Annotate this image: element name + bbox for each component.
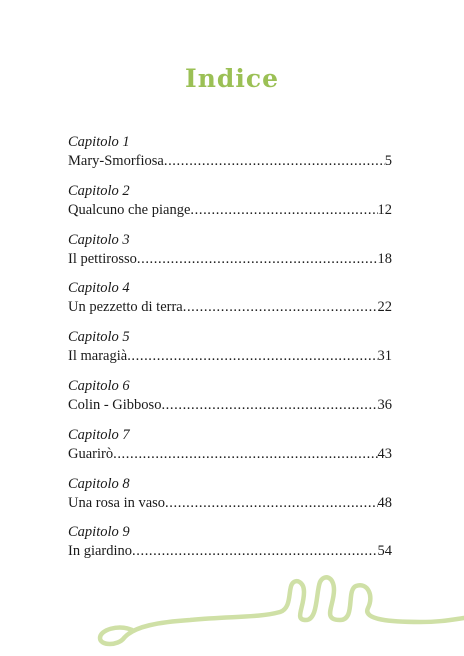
toc-entry-5 [68, 328, 392, 377]
toc-entry-4 [68, 279, 392, 328]
page-number: 31 [377, 348, 392, 365]
toc-entry-1 [68, 133, 392, 182]
toc-entry-6 [68, 377, 392, 426]
chapter-label: Capitolo 1 [68, 134, 130, 150]
chapter-title: Qualcuno che piange [68, 201, 191, 218]
chapter-title: Un pezzetto di terra [68, 299, 183, 316]
dot-leader [165, 494, 377, 513]
chapter-title: Colin - Gibboso [68, 396, 162, 413]
dot-leader [161, 396, 377, 415]
toc-line [68, 494, 392, 513]
page-number: 5 [384, 153, 392, 169]
page-number: 48 [377, 494, 392, 511]
toc-entry-3 [68, 231, 392, 280]
chapter-label: Capitolo 5 [68, 329, 130, 346]
dot-leader [132, 542, 377, 561]
toc-line [68, 396, 392, 415]
toc-line [68, 347, 392, 366]
toc-entry-8 [68, 475, 392, 524]
chapter-label: Capitolo 9 [68, 524, 130, 541]
chapter-label: Capitolo 7 [68, 426, 130, 443]
chapter-title: Il maragià [68, 348, 128, 365]
swirl-stroke [100, 577, 464, 644]
page-number: 18 [377, 250, 392, 267]
toc-line [68, 250, 392, 269]
page-number: 22 [377, 299, 392, 316]
toc-line [68, 201, 392, 220]
page-title: Indice [185, 64, 279, 93]
chapter-title: Guarirò [68, 445, 114, 462]
toc-line [68, 445, 392, 464]
toc-line [68, 152, 392, 171]
dot-leader [137, 250, 378, 269]
dot-leader [127, 347, 377, 366]
dot-leader [190, 201, 377, 220]
toc-line [68, 542, 392, 561]
page-number: 12 [377, 201, 392, 218]
chapter-label: Capitolo 8 [68, 475, 130, 492]
swirl-ornament [0, 560, 464, 656]
toc-entry-2 [68, 182, 392, 231]
page-number: 54 [377, 543, 392, 560]
page-number: 43 [377, 445, 392, 462]
chapter-label: Capitolo 3 [68, 231, 130, 248]
toc-line [68, 298, 392, 317]
chapter-title: Il pettirosso [68, 250, 137, 267]
chapter-label: Capitolo 4 [68, 280, 130, 297]
chapter-title: Una rosa in vaso [68, 494, 166, 511]
chapter-label: Capitolo 2 [68, 182, 130, 199]
page-number: 36 [377, 396, 392, 413]
dot-leader [113, 445, 377, 464]
dot-leader [183, 298, 378, 317]
chapter-title: In giardino [68, 543, 133, 560]
toc-entry-7 [68, 426, 392, 475]
chapter-title: Mary-Smorfiosa [68, 153, 164, 169]
chapter-label: Capitolo 6 [68, 377, 130, 394]
table-of-contents [68, 133, 392, 572]
dot-leader [164, 152, 385, 171]
